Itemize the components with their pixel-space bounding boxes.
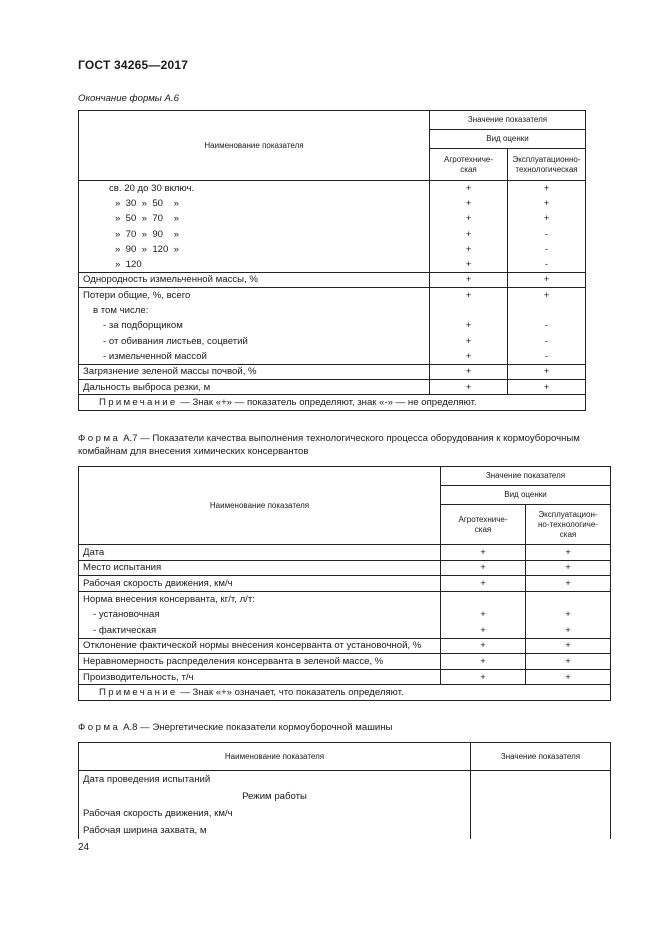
agro-value: +	[430, 349, 508, 364]
row-label: Дата	[79, 545, 441, 561]
table-row	[79, 805, 611, 822]
expl-value: +	[508, 379, 586, 394]
table-row	[79, 638, 611, 654]
form-a8-table	[78, 742, 611, 839]
table-row	[79, 622, 611, 638]
row-label: Место испытания	[79, 560, 441, 576]
value-group-header: Значение показателя	[441, 467, 611, 486]
form-a8-title: А.8 — Энергетические показатели кормоуборочной машины	[120, 722, 393, 733]
table-note	[79, 685, 611, 701]
agro-value	[441, 591, 526, 607]
agro-value: +	[430, 211, 508, 226]
agro-value: +	[441, 638, 526, 654]
value-cell	[471, 788, 611, 805]
agro-value: +	[441, 545, 526, 561]
table-row	[79, 272, 586, 287]
note-text: — Знак «+» — показатель определяют, знак «-» — не определяют.	[177, 397, 477, 409]
agro-value: +	[430, 181, 508, 196]
table-row	[79, 591, 611, 607]
row-label: » 50 » 70 »	[79, 211, 430, 226]
expl-value	[526, 591, 611, 607]
table-row	[79, 288, 586, 303]
row-label: Рабочая ширина захвата, м	[79, 822, 471, 839]
table-row	[79, 379, 586, 394]
expl-value: +	[526, 607, 611, 623]
row-label: Производительность, т/ч	[79, 669, 441, 685]
table-row	[79, 333, 586, 348]
expl-value: +	[508, 364, 586, 379]
table-row	[79, 669, 611, 685]
expl-value: +	[508, 181, 586, 196]
table-row	[79, 560, 611, 576]
agro-value: +	[430, 257, 508, 272]
expl-header: Эксплуатационно- технологическая	[508, 149, 586, 181]
table-row	[79, 654, 611, 670]
table-row	[79, 822, 611, 839]
row-label: Режим работы	[79, 788, 471, 805]
row-label: Дата проведения испытаний	[79, 771, 471, 788]
agro-value: +	[441, 560, 526, 576]
agro-value: +	[430, 333, 508, 348]
form-a7-body	[79, 545, 611, 685]
expl-value: -	[508, 242, 586, 257]
agro-value: +	[430, 272, 508, 287]
value-cell	[471, 805, 611, 822]
form-word: Форма	[78, 433, 121, 444]
agro-value	[430, 303, 508, 318]
agro-value: +	[441, 576, 526, 592]
row-label: Неравномерность распределения консерванта в зеленой массе, %	[79, 654, 441, 670]
row-label: - измельченной массой	[79, 349, 430, 364]
table-row	[79, 181, 586, 196]
row-label: Загрязнение зеленой массы почвой, %	[79, 364, 430, 379]
form-a6-table	[78, 110, 586, 411]
table-row	[79, 364, 586, 379]
table-row	[79, 257, 586, 272]
expl-value: +	[526, 638, 611, 654]
note-word: Примечание	[99, 687, 178, 699]
name-column-header: Наименование показателя	[79, 111, 430, 181]
page-number: 24	[78, 842, 90, 853]
assessment-header: Вид оценки	[441, 486, 611, 505]
table-row	[79, 242, 586, 257]
agro-value: +	[430, 288, 508, 303]
expl-value: +	[526, 622, 611, 638]
form-a6-body	[79, 181, 586, 395]
expl-value: +	[508, 288, 586, 303]
name-column-header: Наименование показателя	[79, 743, 471, 771]
table-row	[79, 788, 611, 805]
note-text: — Знак «+» означает, что показатель определяют.	[177, 687, 404, 699]
expl-value: +	[526, 654, 611, 670]
table-row	[79, 318, 586, 333]
expl-value: +	[508, 196, 586, 211]
row-label: Отклонение фактической нормы внесения консерванта от установочной, %	[79, 638, 441, 654]
form-a7-caption	[78, 432, 588, 458]
expl-header: Эксплуатацион- но-технологиче- ская	[526, 505, 611, 545]
value-cell	[471, 771, 611, 788]
row-label: - фактическая	[79, 622, 441, 638]
agro-value: +	[441, 607, 526, 623]
form-a8-body	[79, 771, 611, 839]
row-label: Потери общие, %, всего	[79, 288, 430, 303]
row-label: Рабочая скорость движения, км/ч	[79, 805, 471, 822]
table-row	[79, 211, 586, 226]
value-column-header: Значение показателя	[471, 743, 611, 771]
table-row	[79, 607, 611, 623]
form-a7-table	[78, 466, 611, 701]
document-code: ГОСТ 34265—2017	[78, 58, 189, 72]
row-label: Дальность выброса резки, м	[79, 379, 430, 394]
form-a7-title: А.7 — Показатели качества выполнения технологического процесса оборудования к кормоуборочным комбайнам для внесения химических консервантов	[78, 433, 580, 457]
row-label: в том числе:	[79, 303, 430, 318]
agro-value: +	[430, 196, 508, 211]
agro-value: +	[430, 242, 508, 257]
expl-value: -	[508, 226, 586, 241]
row-label: св. 20 до 30 включ.	[79, 181, 430, 196]
table-row	[79, 226, 586, 241]
table-row	[79, 771, 611, 788]
expl-value: -	[508, 349, 586, 364]
form-a6-caption: Окончание формы А.6	[78, 93, 179, 104]
table-row	[79, 349, 586, 364]
row-label: Однородность измельченной массы, %	[79, 272, 430, 287]
agro-value: +	[441, 622, 526, 638]
agro-value: +	[430, 226, 508, 241]
agro-header: Агротехниче- ская	[441, 505, 526, 545]
table-note	[79, 395, 586, 411]
expl-value: -	[508, 257, 586, 272]
row-label: - от обивания листьев, соцветий	[79, 333, 430, 348]
agro-value: +	[441, 669, 526, 685]
expl-value: +	[526, 576, 611, 592]
agro-value: +	[430, 379, 508, 394]
form-word: Форма	[78, 722, 121, 733]
value-cell	[471, 822, 611, 839]
row-label: - установочная	[79, 607, 441, 623]
form-a8-caption	[78, 721, 392, 734]
expl-value: -	[508, 333, 586, 348]
expl-value: +	[508, 272, 586, 287]
agro-value: +	[430, 364, 508, 379]
expl-value: +	[508, 211, 586, 226]
row-label: Норма внесения консерванта, кг/т, л/т:	[79, 591, 441, 607]
row-label: » 120	[79, 257, 430, 272]
row-label: Рабочая скорость движения, км/ч	[79, 576, 441, 592]
assessment-header: Вид оценки	[430, 130, 586, 149]
expl-value: +	[526, 545, 611, 561]
table-row	[79, 576, 611, 592]
row-label: » 70 » 90 »	[79, 226, 430, 241]
agro-value: +	[441, 654, 526, 670]
value-group-header: Значение показателя	[430, 111, 586, 130]
expl-value: +	[526, 560, 611, 576]
note-word: Примечание	[99, 397, 178, 409]
table-row	[79, 545, 611, 561]
expl-value: +	[526, 669, 611, 685]
table-row	[79, 303, 586, 318]
row-label: » 90 » 120 »	[79, 242, 430, 257]
table-row	[79, 196, 586, 211]
name-column-header: Наименование показателя	[79, 467, 441, 545]
expl-value: -	[508, 318, 586, 333]
expl-value	[508, 303, 586, 318]
agro-value: +	[430, 318, 508, 333]
row-label: - за подборщиком	[79, 318, 430, 333]
agro-header: Агротехниче- ская	[430, 149, 508, 181]
row-label: » 30 » 50 »	[79, 196, 430, 211]
